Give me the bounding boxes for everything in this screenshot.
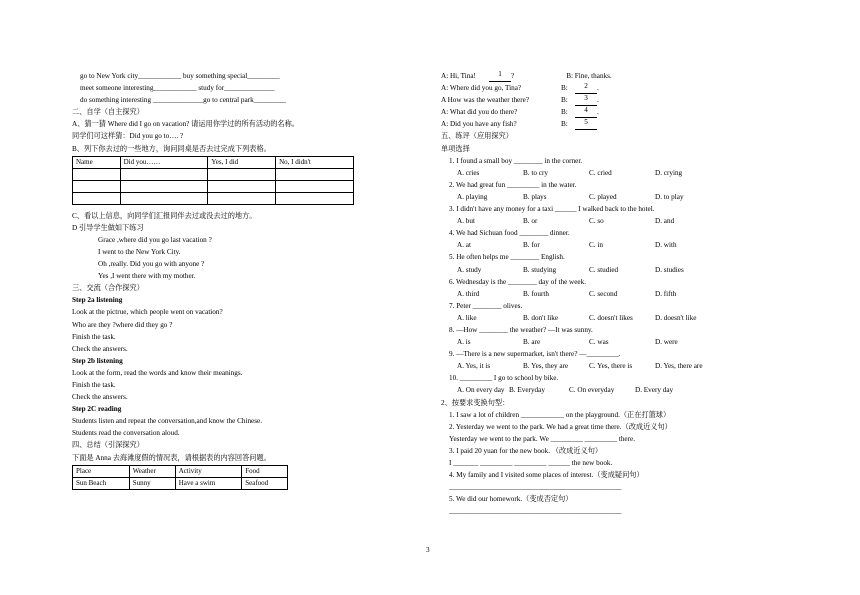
qa-reply: B:	[561, 96, 568, 105]
qa-tail: .	[597, 96, 599, 105]
phrase-line: meet someone interesting____________ study for______________	[80, 84, 275, 93]
mcq-option[interactable]: C. studied	[589, 265, 619, 274]
mcq-option[interactable]: B. plays	[523, 192, 547, 201]
table-row	[73, 168, 354, 180]
mcq-question: 4. We had Sichuan food ________ dinner.	[449, 229, 570, 238]
task-d-line: D 引导学生做如下练习	[72, 223, 144, 232]
mcq-question: 10. _________ I go to school by bike.	[449, 374, 559, 383]
mcq-option[interactable]: D. doesn't like	[655, 313, 697, 322]
section-4-title: 四、总结（引深探究）	[72, 441, 144, 450]
table-cell	[208, 192, 276, 204]
mcq-option[interactable]: A. study	[457, 265, 482, 274]
mcq-option[interactable]: B. to cry	[523, 168, 548, 177]
qa-question: A: Did you have any fish?	[441, 120, 517, 129]
table-header-cell: Activity	[175, 465, 241, 477]
page-number: 3	[426, 546, 430, 554]
qa-answer-blank: 5	[575, 118, 597, 130]
section-3-title: 三、交流（合作探究）	[72, 284, 144, 293]
section-5-subtitle: 单项选择	[441, 144, 470, 153]
table-header-cell: Weather	[129, 465, 175, 477]
mcq-question: 9. —There is a new supermarket, isn't there? —_________.	[449, 350, 621, 359]
table-cell	[276, 192, 354, 204]
mcq-option[interactable]: D. Yes, there are	[655, 362, 703, 371]
table-cell	[208, 180, 276, 192]
mcq-option[interactable]: C. so	[589, 217, 604, 226]
mcq-option[interactable]: C. doesn't likes	[589, 313, 633, 322]
dialogue-line: I went to the New York City.	[98, 247, 181, 256]
dialogue-line: Oh ,really. Did you go with anyone ?	[98, 260, 205, 269]
mcq-option[interactable]: B. Everyday	[509, 386, 545, 395]
task-c-line: C、看以上信息，向同学们汇报同伴去过或没去过的地方。	[72, 211, 257, 220]
table-row	[73, 156, 354, 168]
table-cell	[73, 168, 121, 180]
section-4-intro: 下面是 Anna 去海滩度假的情况表，请根据表的内容回答问题。	[72, 453, 271, 462]
table-cell	[120, 192, 208, 204]
mcq-option[interactable]: D. crying	[655, 168, 683, 177]
mcq-question: 2. We had great fun _________ in the water.	[449, 180, 577, 189]
qa-reply: B: Fine, thanks.	[566, 72, 612, 80]
vacation-table	[72, 465, 288, 490]
table-header-cell: Place	[73, 465, 130, 477]
mcq-option[interactable]: D. and	[655, 217, 675, 226]
mcq-question: 7. Peter ________ olives.	[449, 301, 523, 310]
qa-question: A: Where did you go, Tina?	[441, 84, 522, 93]
phrase-line: do something interesting ______________go to central park_________	[80, 96, 287, 105]
dialogue-line: Yes ,I went there with my mother.	[98, 272, 196, 281]
mcq-options	[441, 191, 731, 203]
mcq-option[interactable]: B. for	[523, 241, 540, 250]
mcq-options	[441, 215, 731, 227]
task-a-line-2: 同学们可这样猜：Did you go to…. ?	[72, 132, 184, 141]
phrase-line: go to New York city____________ buy something special_________	[80, 72, 280, 80]
mcq-option[interactable]: B. don't like	[523, 313, 559, 322]
mcq-question: 5. He often helps me ________ English.	[449, 253, 565, 262]
mcq-option[interactable]: C. Yes, there is	[589, 362, 633, 371]
table-cell	[120, 180, 208, 192]
mcq-options	[441, 312, 731, 324]
step-2a-heading: Step 2a listening	[72, 296, 123, 305]
mcq-list	[441, 155, 731, 397]
mcq-option[interactable]: A. but	[457, 217, 475, 226]
step-line: Students listen and repeat the conversation,and know the Chinese.	[72, 417, 263, 426]
mcq-option[interactable]: A. is	[457, 338, 471, 347]
mcq-question: 3. I didn't have any money for a taxi ______ I walked back to the hotel.	[449, 205, 655, 214]
section-6-title: 2、按要求变换句型：	[441, 398, 510, 407]
qa-answer-blank: 4	[575, 106, 597, 118]
table-cell	[276, 180, 354, 192]
table-cell	[276, 168, 354, 180]
mcq-option[interactable]: B. Yes, they are	[523, 362, 569, 371]
mcq-options	[441, 336, 731, 348]
transform-line: 3. I paid 20 yuan for the new book. （改成近义句）	[449, 446, 603, 455]
qa-answer-blank: 1	[489, 70, 511, 82]
mcq-question: 6. Wednesday is the ________ day of the week.	[449, 277, 587, 286]
step-line: Finish the task.	[72, 332, 116, 341]
mcq-option[interactable]: D. Every day	[635, 386, 674, 395]
mcq-options	[441, 288, 731, 300]
transform-line: 2. Yesterday we went to the park. We had a great time there.（改成近义句）	[449, 422, 672, 431]
mcq-option[interactable]: A. playing	[457, 192, 488, 201]
table-cell	[120, 168, 208, 180]
step-line: Students read the conversation aloud.	[72, 429, 180, 438]
mcq-option[interactable]: B. studying	[523, 265, 557, 274]
table-header-cell: Did you……	[120, 156, 208, 168]
table-cell	[73, 180, 121, 192]
mcq-option[interactable]: D. studies	[655, 265, 684, 274]
qa-reply: B:	[561, 120, 568, 129]
qa-question: A: What did you do there?	[441, 108, 518, 117]
qa-line	[441, 106, 731, 118]
transform-line: I _______ _________ _________ ______ the new book.	[449, 459, 613, 467]
mcq-option[interactable]: A. at	[457, 241, 471, 250]
table-row	[73, 180, 354, 192]
section-5-title: 五、练评（应用探究）	[441, 132, 513, 141]
table-row	[73, 465, 288, 477]
mcq-option[interactable]: D. fifth	[655, 289, 677, 298]
mcq-question: 1. I found a small boy ________ in the corner.	[449, 156, 583, 165]
qa-question: A How was the weather there?	[441, 96, 530, 105]
step-line: Who are they ?where did they go ?	[72, 320, 173, 329]
transform-line: 4. My family and I visited some places of interest.（变成疑问句）	[449, 471, 644, 480]
mcq-options	[441, 167, 731, 179]
transform-line: 1. I saw a lot of children ____________ on the playground.（正在打篮球）	[449, 410, 671, 419]
qa-tail: .	[597, 108, 599, 117]
mcq-option[interactable]: C. in	[589, 241, 603, 250]
qa-line	[441, 82, 731, 94]
mcq-option[interactable]: A. third	[457, 289, 480, 298]
mcq-option[interactable]: C. second	[589, 289, 618, 298]
mcq-option[interactable]: D. were	[655, 338, 678, 347]
step-2b-heading: Step 2b listening	[72, 356, 123, 365]
mcq-options	[441, 384, 731, 396]
qa-tail: .	[597, 84, 599, 93]
dialogue-line: Grace ,where did you go last vacation ?	[98, 235, 212, 244]
qa-question: A: Hi, Tina!	[441, 72, 476, 80]
mcq-option[interactable]: C. was	[589, 338, 609, 347]
qa-reply: B:	[561, 84, 568, 93]
transform-line: 5. We did our homework.（变成否定句）	[449, 495, 573, 504]
mcq-option[interactable]: D. with	[655, 241, 677, 250]
mcq-option[interactable]: B. or	[523, 217, 538, 226]
task-a-line: A、猜一猜 Where did I go on vacation? 请运用你学过的所有活动的名称。	[72, 120, 299, 129]
mcq-option[interactable]: A. On every day	[457, 386, 505, 395]
step-2c-heading: Step 2C reading	[72, 405, 122, 414]
qa-tail: ?	[511, 72, 515, 80]
qa-line	[441, 94, 731, 106]
mcq-option[interactable]: C. On everyday	[569, 386, 615, 395]
left-column	[72, 70, 372, 490]
step-line: Check the answers.	[72, 393, 128, 402]
places-table	[72, 156, 354, 205]
mcq-option[interactable]: C. cried	[589, 168, 612, 177]
step-line: Look at the pictrue, which people went on vacation?	[72, 308, 223, 317]
transform-line: Yesterday we went to the park. We _________ _________ there.	[449, 434, 635, 443]
step-line: Finish the task.	[72, 380, 116, 389]
mcq-option[interactable]: A. like	[457, 313, 477, 322]
mcq-options	[441, 264, 731, 276]
mcq-option[interactable]: D. to play	[655, 192, 684, 201]
qa-line	[441, 70, 731, 82]
table-header-cell: No, I didn't	[276, 156, 354, 168]
table-cell: Sun Beach	[73, 477, 130, 489]
transform-line: ________________________________________________	[449, 483, 622, 492]
mcq-question: 8. —How ________ the weather? —It was sunny.	[449, 325, 593, 334]
section-2-title: 二、自学（自主探究）	[72, 108, 144, 117]
mcq-option[interactable]: C. played	[589, 192, 617, 201]
step-line: Check the answers.	[72, 344, 128, 353]
table-header-cell: Name	[73, 156, 121, 168]
table-header-cell: Yes, I did	[208, 156, 276, 168]
task-b-line: B、列下你去过的一些地方，询问同桌是否去过完成下列表格。	[72, 144, 271, 153]
table-cell	[73, 192, 121, 204]
mcq-option[interactable]: B. are	[523, 338, 541, 347]
table-cell: Seafood	[242, 477, 288, 489]
mcq-option[interactable]: A. cries	[457, 168, 480, 177]
table-cell	[208, 168, 276, 180]
table-cell: Have a swim	[175, 477, 241, 489]
step-line: Look at the form, read the words and know their meanings.	[72, 368, 243, 377]
qa-answer-blank: 3	[575, 94, 597, 106]
qa-line	[441, 118, 731, 130]
table-row	[73, 192, 354, 204]
mcq-option[interactable]: A. Yes, it is	[457, 362, 491, 371]
mcq-option[interactable]: B. fourth	[523, 289, 549, 298]
table-cell: Sunny	[129, 477, 175, 489]
mcq-options	[441, 360, 731, 372]
mcq-options	[441, 239, 731, 251]
table-header-cell: Food	[242, 465, 288, 477]
right-column	[441, 70, 731, 517]
transform-line: ________________________________________________	[449, 507, 622, 516]
qa-reply: B:	[561, 108, 568, 117]
table-row	[73, 477, 288, 489]
qa-answer-blank: 2	[575, 82, 597, 94]
